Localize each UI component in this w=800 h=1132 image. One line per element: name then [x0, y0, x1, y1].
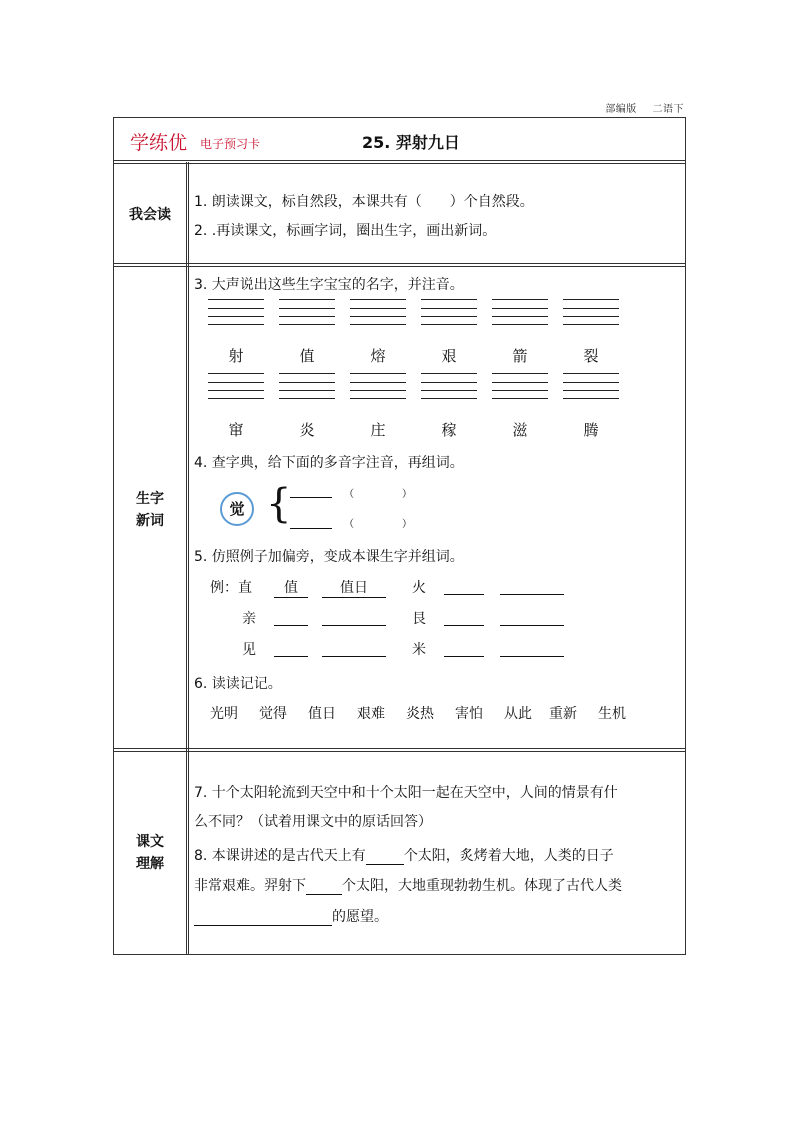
radical-item: 米 [412, 642, 426, 658]
paren-open: （ [344, 519, 354, 530]
divider [114, 263, 685, 264]
paren-open: （ [344, 489, 354, 500]
answer-blank[interactable] [274, 609, 308, 626]
answer-blank[interactable] [500, 609, 564, 626]
question-7-line-1: 7. 十个太阳轮流到天空中和十个太阳一起在天空中，人间的情景有什 [194, 785, 618, 801]
polyphone-character: 觉 [220, 492, 254, 526]
pinyin-grid[interactable] [208, 373, 264, 399]
section-label-comprehension-1: 课文 [136, 834, 164, 850]
memorize-word: 炎热 [406, 706, 434, 722]
question-8-text-b: 个太阳，炙烤着大地，人类的日子 [403, 848, 614, 864]
example-character: 值 [274, 577, 308, 598]
section-label-words-2: 新词 [136, 513, 164, 529]
example-word: 值日 [322, 577, 386, 598]
answer-blank[interactable] [306, 878, 342, 895]
memorize-word: 艰难 [357, 706, 385, 722]
radical-item: 火 [412, 580, 426, 596]
divider [114, 160, 685, 161]
brace-icon: { [266, 481, 292, 527]
question-3: 3. 大声说出这些生字宝宝的名字，并注音。 [194, 277, 464, 293]
answer-blank[interactable] [444, 609, 484, 626]
new-character: 窜 [228, 421, 244, 439]
question-8-line-3 [194, 906, 388, 926]
pinyin-grid[interactable] [279, 373, 335, 399]
edition-header [605, 100, 684, 115]
new-character: 稼 [441, 421, 457, 439]
brand-logo-text: 学练优 [130, 132, 188, 154]
answer-blank[interactable] [366, 848, 404, 865]
section-label-read: 我会读 [129, 207, 171, 223]
memorize-word: 害怕 [455, 706, 483, 722]
question-8-text-e: 的愿望。 [332, 909, 388, 925]
new-character: 值 [299, 347, 315, 365]
memorize-word: 生机 [598, 706, 626, 722]
example-label: 例：直 [210, 580, 252, 596]
question-8-text-a: 8. 本课讲述的是古代天上有 [194, 848, 366, 864]
answer-blank[interactable] [322, 640, 386, 657]
new-character: 熔 [370, 347, 386, 365]
question-6: 6. 读读记记。 [194, 676, 282, 692]
question-8-line-2 [194, 875, 622, 895]
pinyin-grid[interactable] [350, 299, 406, 325]
question-8-line-1 [194, 845, 614, 865]
question-8-text-c: 非常艰难。羿射下 [194, 878, 306, 894]
answer-blank[interactable] [444, 640, 484, 657]
column-divider-inner [188, 162, 189, 954]
memorize-word: 觉得 [259, 706, 287, 722]
question-8-text-d: 个太阳，大地重现勃勃生机。体现了古代人类 [342, 878, 622, 894]
new-character: 腾 [583, 421, 599, 439]
paren-close: ） [402, 519, 412, 530]
divider [114, 748, 685, 749]
pinyin-grid[interactable] [563, 373, 619, 399]
answer-blank[interactable] [274, 640, 308, 657]
new-character: 箭 [512, 347, 528, 365]
answer-blank[interactable] [322, 609, 386, 626]
column-divider [186, 162, 187, 954]
edition-label: 部编版 [605, 104, 637, 115]
memorize-word: 光明 [210, 706, 238, 722]
pinyin-grid[interactable] [563, 299, 619, 325]
preview-card-table [113, 117, 686, 955]
answer-blank[interactable] [444, 578, 484, 595]
new-character: 滋 [512, 421, 528, 439]
memorize-word: 从此 [504, 706, 532, 722]
answer-blank[interactable] [194, 909, 332, 926]
pinyin-grid[interactable] [350, 373, 406, 399]
radical-item: 亲 [242, 611, 256, 627]
pinyin-grid[interactable] [208, 299, 264, 325]
new-character: 艰 [441, 347, 457, 365]
pinyin-grid[interactable] [492, 299, 548, 325]
pinyin-grid[interactable] [421, 373, 477, 399]
pinyin-grid[interactable] [279, 299, 335, 325]
answer-blank[interactable] [500, 640, 564, 657]
memorize-word: 重新 [549, 706, 577, 722]
pinyin-grid[interactable] [492, 373, 548, 399]
question-1: 1. 朗读课文，标自然段，本课共有（ ）个自然段。 [194, 194, 534, 210]
pinyin-grid[interactable] [421, 299, 477, 325]
grade-label: 二语下 [652, 104, 684, 115]
memorize-word: 值日 [308, 706, 336, 722]
brand-subtitle: 电子预习卡 [200, 137, 261, 151]
question-4: 4. 查字典，给下面的多音字注音，再组词。 [194, 455, 464, 471]
question-2: 2. .再读课文，标画字词，圈出生字，画出新词。 [194, 223, 497, 239]
radical-item: 艮 [412, 611, 426, 627]
radical-item: 见 [242, 642, 256, 658]
paren-close: ） [402, 489, 412, 500]
answer-blank[interactable] [500, 578, 564, 595]
section-label-words-1: 生字 [136, 491, 164, 507]
question-5: 5. 仿照例子加偏旁，变成本课生字并组词。 [194, 549, 464, 565]
title-row [114, 118, 685, 162]
section-label-comprehension-2: 理解 [136, 856, 164, 872]
pinyin-blank[interactable] [290, 512, 332, 529]
question-7-line-2: 么不同？（试着用课文中的原话回答） [194, 814, 432, 830]
lesson-title: 25. 羿射九日 [362, 133, 460, 152]
new-character: 庄 [370, 421, 386, 439]
pinyin-blank[interactable] [290, 481, 332, 498]
new-character: 炎 [299, 421, 315, 439]
new-character: 裂 [583, 347, 599, 365]
new-character: 射 [228, 347, 244, 365]
